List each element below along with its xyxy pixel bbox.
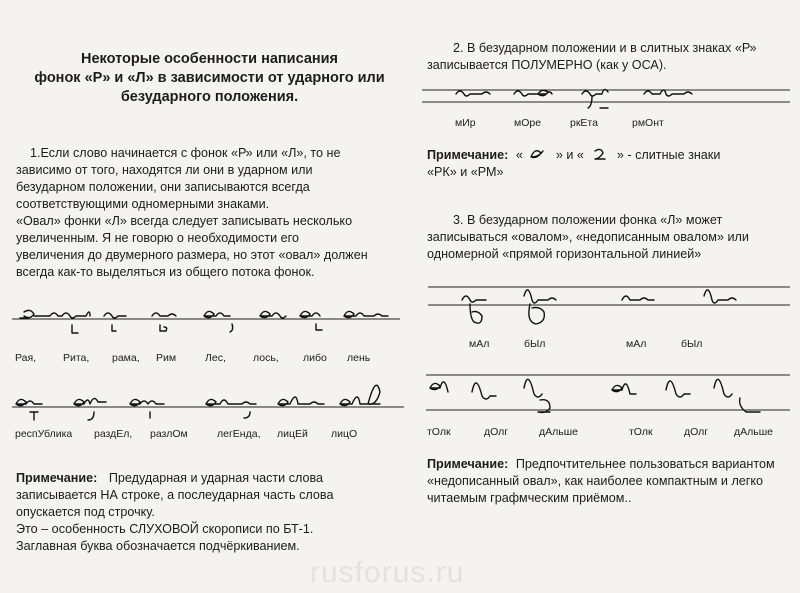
note-text: « [515,148,523,162]
text-line: записываться «овалом», «недописанным овалом» или [427,230,749,244]
text-line: соответствующими одномерными знаками. [16,197,270,211]
word-label: лицО [331,428,358,440]
text-line: 3. В безударном положении фонка «Л» может [453,213,723,227]
word-label: раздЕл, [94,428,133,440]
text-line: Заглавная буква обозначается подчёркиванием. [16,539,300,553]
text-line: 1.Если слово начинается с фонок «Р» или «Л», то не [30,146,341,160]
note-block [427,456,797,507]
text-line: записывается ПОЛУМЕРНО (как у ОСА). [427,58,667,72]
word-label: тОлк [629,426,653,438]
word-label: лень [347,352,371,364]
word-label: бЫл [524,338,546,350]
word-label: Рита, [63,352,90,364]
rk-glyph-icon [526,147,552,161]
word-label: дОлг [684,426,709,438]
text-line: Это – особенность СЛУХОВОЙ скорописи по БТ-1. [16,522,314,536]
word-labels-row [0,117,800,133]
word-label: Рим [156,352,177,364]
note-text: Предударная и ударная части слова [108,471,324,485]
word-label: мАл [469,338,490,350]
handwriting-row [462,290,736,324]
word-label: бЫл [681,338,703,350]
note-label: Примечание: [16,471,98,485]
text-line: «РК» и «РМ» [427,165,504,179]
text-line: читаемым графмческим приёмом.. [427,491,632,505]
text-line: «Овал» фонки «Л» всегда следует записывать несколько [16,214,353,228]
note-text: » и « [555,148,584,162]
word-label: лицЕй [277,428,308,440]
word-label: Рая, [15,352,37,364]
section-1-text [16,145,416,281]
word-label: лось, [253,352,279,364]
title-line: Некоторые особенности написания [80,51,339,67]
page-title [12,50,407,107]
word-labels-row [0,426,800,442]
text-line: зависимо от того, находятся ли они в ударном или [16,163,313,177]
text-line [427,147,797,164]
note-text: » - слитные знаки [616,148,721,162]
word-label: дОлг [484,426,509,438]
note-block [427,147,797,181]
word-label: либо [303,352,327,364]
handwriting-row [456,89,692,108]
note-text: Предпочтительнее пользоваться вариантом [515,457,775,471]
note-label: Примечание: [427,457,509,471]
word-label: рама, [112,352,140,364]
rm-glyph-icon [587,147,613,161]
text-line: «недописанный овал», как наиболее компактным и легко [427,474,764,488]
text-line [16,470,416,487]
text-line: безударном положении, они записываются всегда [16,180,310,194]
word-label: респУблика [15,428,73,440]
handwriting-row [20,310,388,333]
text-line: опускается под строчку. [16,505,155,519]
text-line: 2. В безударном положении и в слитных знаках «Р» [453,41,757,55]
text-line: всегда как-то выделяться из общего потока фонок. [16,265,315,279]
section-3-text [427,212,797,263]
text-line: увеличенным. Я не говорю о необходимости его [16,231,299,245]
word-label: дАльше [734,426,773,438]
text-line: одномерной «прямой горизонтальной линией» [427,247,702,261]
title-line: фонок «Р» и «Л» в зависимости от ударного или [34,70,385,86]
note-block [16,470,416,555]
word-label: мАл [626,338,647,350]
word-label: рмОнт [632,117,664,129]
handwriting-row [430,379,760,412]
text-line: увеличения до двумерного размера, но этот «овал» должен [16,248,368,262]
watermark: rusforus.ru [310,556,465,589]
text-line [427,456,797,473]
word-label: мИр [455,117,476,129]
note-label: Примечание: [427,148,509,162]
word-label: легЕнда, [217,428,261,440]
text-line: записывается НА строке, а послеударная часть слова [16,488,334,502]
word-label: разлОм [150,428,188,440]
word-label: ркЕта [570,117,598,129]
word-label: мОре [514,117,542,129]
word-label: Лес, [205,352,226,364]
word-label: тОлк [427,426,451,438]
word-labels-row [0,352,410,368]
word-label: дАльше [539,426,578,438]
title-line: безударного положения. [120,89,299,105]
section-2-text [427,40,797,74]
word-labels-row [0,338,800,354]
handwriting-row [16,385,380,420]
